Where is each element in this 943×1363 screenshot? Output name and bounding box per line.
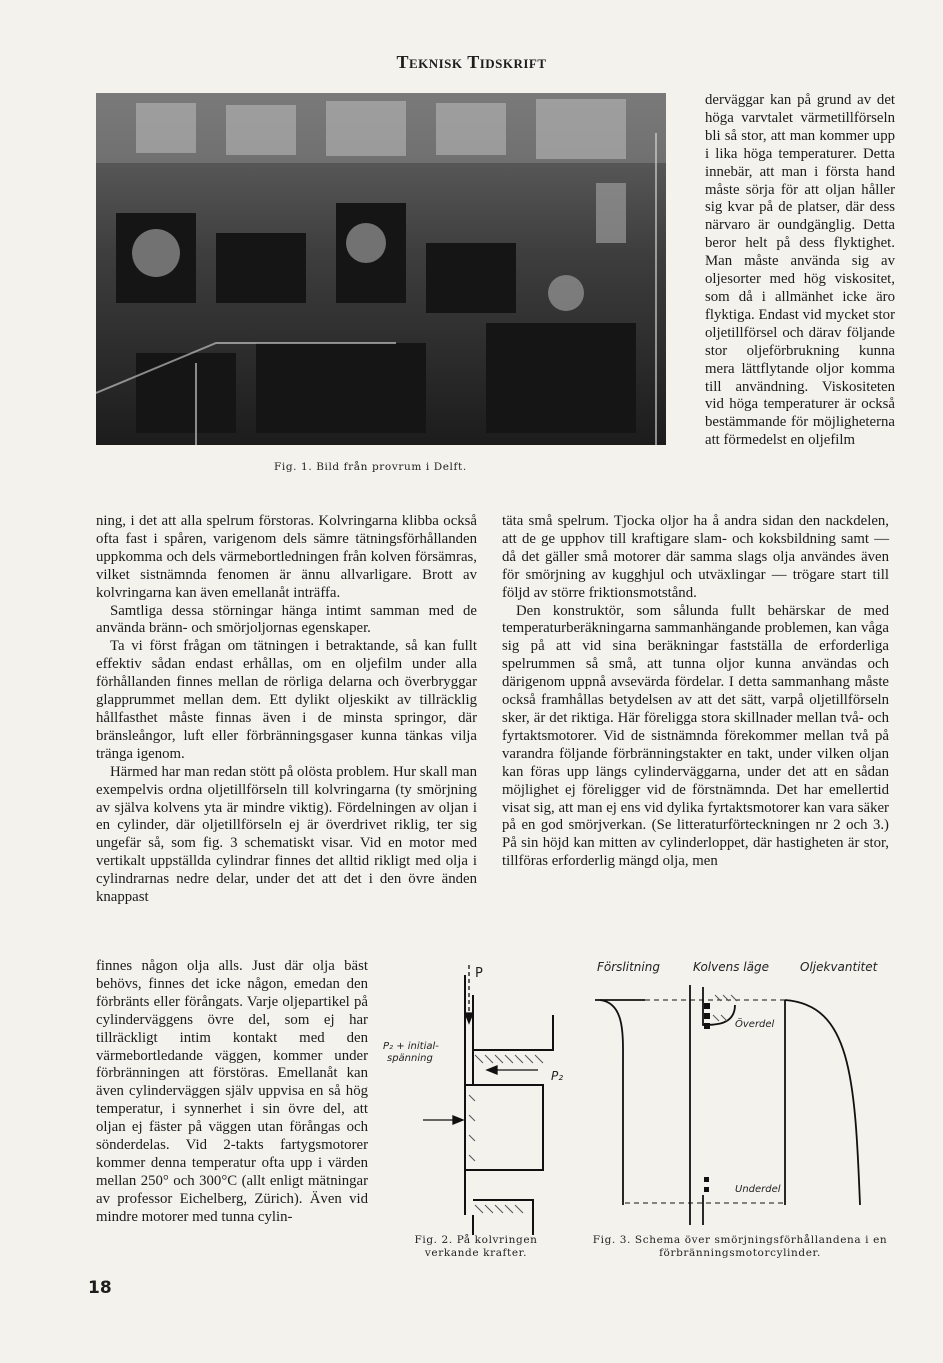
paragraph: Den konstruktör, som sålunda fullt behärskar de med temperaturberäkningarna sammanhängande problemen, kan våga sig på att vid sina beräkningar fastställa de erforderliga spelrummen så små, att tunna oljor kunna användas och därigenom uppnå avsevärda fördelar. I detta sammanhang måste också framhållas betydelsen av att det sätt, varpå oljetillförseln sker, är det riktiga. Här föreligga stora skillnader mellan två- och fyrtaktsmotorer. Vid de sistnämnda förekommer mellan två på varandra följande förbränningstakter en takt, under vilken oljan kan föras upp längs cylinderväggarna, under det att en sådan möjlighet ej föreligger vid de förstnämnda. Det har emellertid visat sig, att man ej ens vid dylika fyrtaktsmotorer kan vara säker på en god smörjverkan. (Se litteraturförteckningen nr 2 och 3.) På sin höjd kan mitten av cylinderloppet, där hastigheten är stor, tillföras erforderlig mängd olja, men: [502, 602, 889, 870]
figure-3-diagram: [585, 955, 895, 1235]
figure-1-caption: Fig. 1. Bild från provrum i Delft.: [274, 461, 467, 473]
paragraph: derväggar kan på grund av det höga varvtalet värmetillförseln bli så stor, att man kommer upp i lika höga temperaturer. Detta innebär, att man i första hand måste sörja för att oljan håller sig kvar på de platser, där dess närvaro är oundgänglig. Detta beror helt på dess flyktighet. Man måste använda sig av oljesorter med hög viskositet, som då i allmänhet icke äro flyktiga. Endast vid mycket stor oljetillförsel och därav följande stor oljeförbrukning kunna mera lättflytande oljor komma till användning. Viskositeten vid höga temperaturer är också bestämmande för möjligheterna att förmedelst en oljefilm: [705, 92, 895, 449]
fig2-label-initial-1: P₂ + initial-: [383, 1041, 439, 1052]
lower-left-column-text: [96, 958, 368, 1227]
page-number: 18: [88, 1278, 112, 1298]
paragraph: ning, i det att alla spelrum förstoras. Kolvringarna klibba också ofta fast i spåren, varigenom dels sämre tätningsförhållanden uppkomma och dels värmebortledningen från kolven försämras, vilket sistnämnda fenomen är ännu allvarligare. Brott av kolvringarna kan även emellanåt inträffa.: [96, 513, 477, 601]
fig2-label-initial-2: spänning: [387, 1053, 433, 1064]
left-column-text: [96, 513, 477, 907]
figure-1-photo: [96, 93, 666, 445]
fig3-label-position: Kolvens läge: [693, 960, 769, 974]
fig2-label-p: P: [475, 966, 483, 981]
paragraph: Härmed har man redan stött på olösta problem. Hur skall man exempelvis ordna oljetillförseln till kolvringarna (ty smörjning av själva kolvens yta är mindre viktig). Fördelningen av oljan i en cylinder, där oljetillförseln ej är överdrivet riklig, ter sig ungefär så, som fig. 3 schematiskt visar. Vid en motor med vertikalt uppställda cylindrar finnes det alltid rikligt med olja i cylindrarnas nedre delar, under det att det i den övre änden knappast: [96, 763, 477, 906]
fig3-label-oil: Oljekvantitet: [800, 960, 878, 974]
middle-column-text: [502, 513, 889, 871]
paragraph: finnes någon olja alls. Just där olja bäst behövs, finnes det icke någon, emedan den förbränts eller förångats. Varje oljepartikel på cylinderväggens övre del, som ej har tillräckligt intim kontakt med den värmebortledande väggen, kommer under förbränningen att förstöras. Emellanåt kan även cylinderväggen själv uppvisa en så hög temperatur, i synnerhet i sin övre del, att oljan ej fäster på väggen utan förångas och sönderdelas. Vid 2-takts fartygsmotorer kommer denna temperatur ofta upp i värden mellan 250° och 300°C (allt enligt mätningar av professor Eichelberg, Zürich). Även vid mindre motorer med tunna cylin-: [96, 958, 368, 1225]
paragraph: täta små spelrum. Tjocka oljor ha å andra sidan den nackdelen, att de ge upphov till kraftigare slam- och koksbildning samt — då det gäller små motorer där samma slags olja användes även för smörjning av kugghjul och utväxlingar — trögare start till följd av större friktionsmotstånd.: [502, 513, 889, 601]
fig2-label-p2: P₂: [551, 1069, 564, 1083]
paragraph: Ta vi först frågan om tätningen i betraktande, så kan fullt effektiv sådan endast erhållas, om en oljefilm under alla förhållanden finnes mellan de rörliga delarna och överbryggar glapprummet mellan dem. Ett dylikt oljeskikt av tillräcklig hållfasthet måste finnas även i de minsta springor, där bränsleångor, luft eller förbränningsgaser kunna tänkas vilja tränga igenom.: [96, 638, 477, 762]
fig3-label-lower: Underdel: [735, 1184, 781, 1195]
paragraph: Samtliga dessa störningar hänga intimt samman med de använda bränn- och smörjoljornas egenskaper.: [96, 602, 477, 637]
figure-3-caption: Fig. 3. Schema över smörjningsförhållandena i en förbränningsmotorcylinder.: [592, 1234, 888, 1259]
fig3-label-upper: Överdel: [735, 1019, 775, 1030]
figure-2-diagram: [373, 955, 565, 1235]
right-column-text: [705, 92, 895, 450]
journal-header: Teknisk Tidskrift: [396, 52, 547, 72]
figure-2-caption: Fig. 2. På kolvringen verkande krafter.: [414, 1234, 538, 1259]
fig3-label-wear: Förslitning: [597, 960, 660, 974]
